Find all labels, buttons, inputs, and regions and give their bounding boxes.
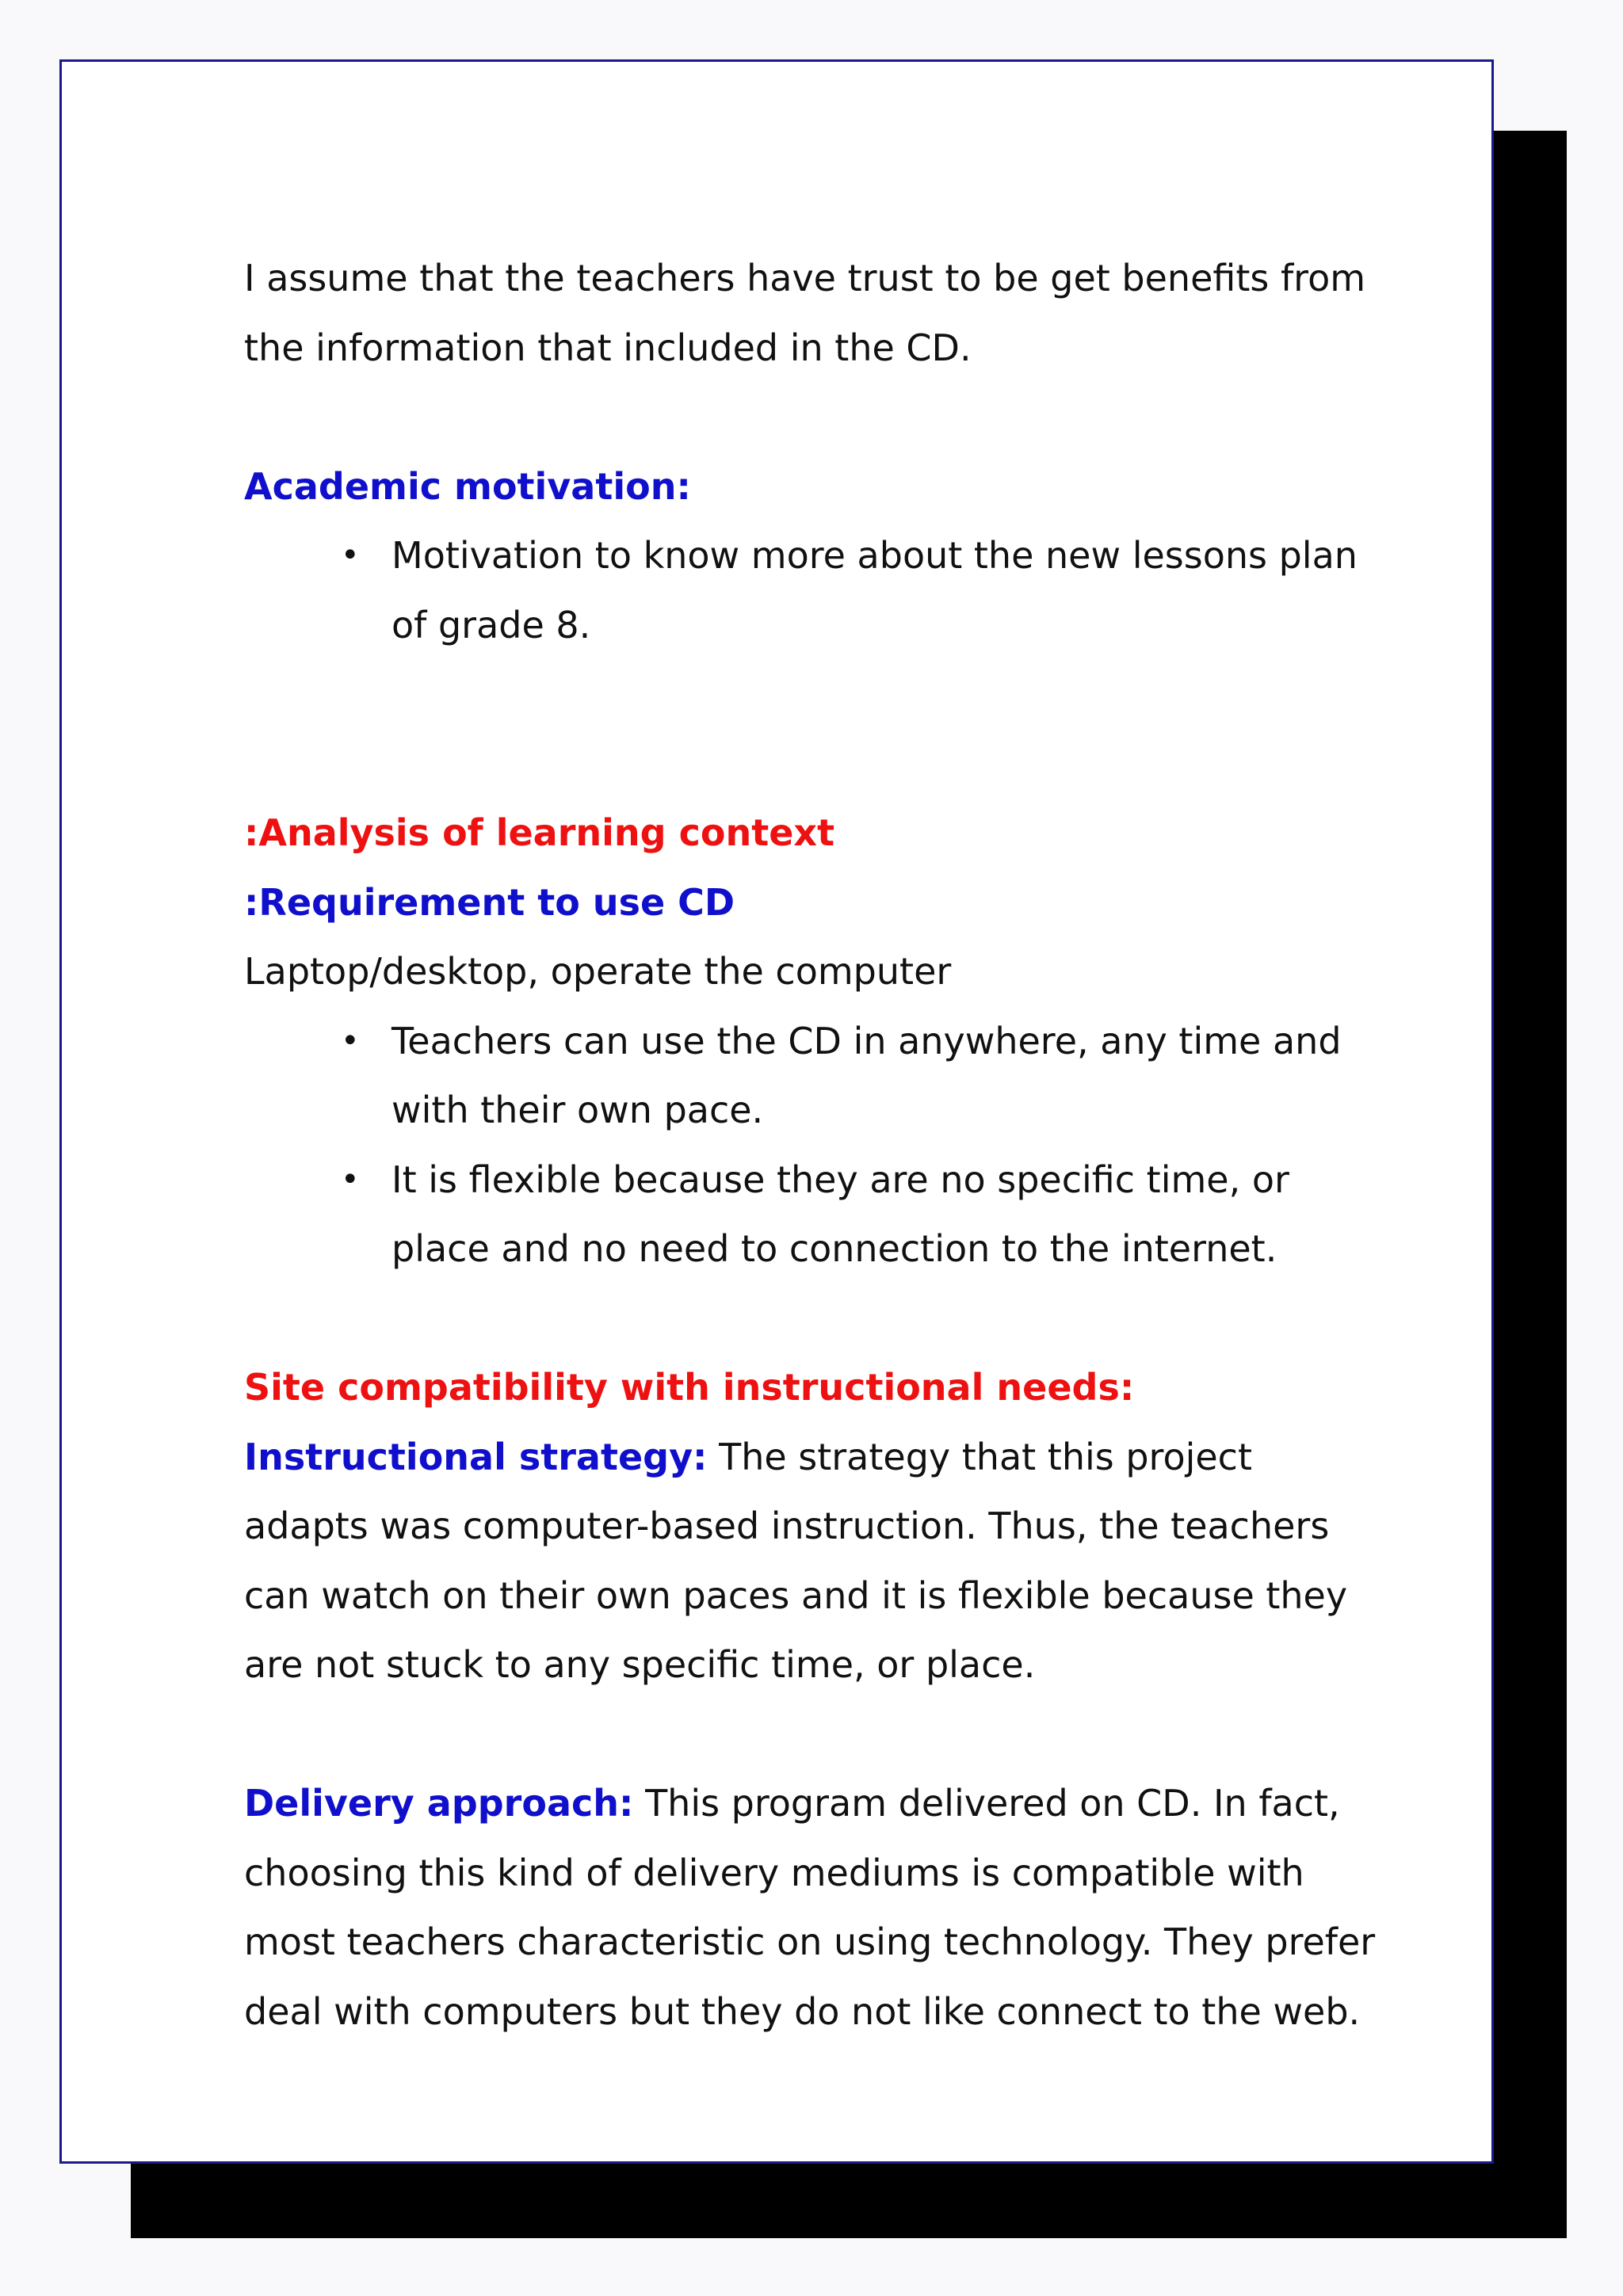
academic-motivation-heading: Academic motivation: <box>244 464 691 508</box>
list-item-text: It is flexible because they are no specific time, or place and no need to connection to the internet. <box>391 1158 1289 1270</box>
list-item-text: Motivation to know more about the new lessons plan of grade 8. <box>391 534 1358 646</box>
requirement-text: Laptop/desktop, operate the computer <box>244 950 952 993</box>
list-item-text: Teachers can use the CD in anywhere, any time and with their own pace. <box>391 1019 1342 1131</box>
delivery-approach-paragraph <box>244 1769 1385 2046</box>
academic-motivation-list <box>244 521 1385 660</box>
document-page <box>59 59 1494 2164</box>
delivery-approach-label: Delivery approach: <box>244 1782 634 1825</box>
instructional-strategy-label: Instructional strategy: <box>244 1435 708 1478</box>
instructional-strategy-text: The strategy that this project adapts was computer-based instruction. Thus, the teachers can watch on their own paces and it is flexible because they are not stuck to any specific time, or place. <box>244 1435 1348 1686</box>
bullet-icon: • <box>341 1022 360 1059</box>
page-content <box>244 244 1385 2046</box>
delivery-approach-text: This program delivered on CD. In fact, choosing this kind of delivery mediums is compatible with most teachers characteristic on using technology. They prefer deal with computers but they do not like connect to the web. <box>244 1782 1376 2033</box>
learning-context-heading: :Analysis of learning context <box>244 811 835 854</box>
requirement-subheading: :Requirement to use CD <box>244 880 735 924</box>
spacer <box>244 383 1385 452</box>
spacer <box>244 1700 1385 1770</box>
list-item <box>244 1007 1385 1146</box>
requirement-list <box>244 1007 1385 1284</box>
list-item <box>244 1146 1385 1284</box>
site-compatibility-heading: Site compatibility with instructional needs: <box>244 1366 1135 1409</box>
spacer <box>244 660 1385 799</box>
instructional-strategy-paragraph <box>244 1423 1385 1700</box>
bullet-icon: • <box>341 1161 360 1198</box>
intro-paragraph: I assume that the teachers have trust to be get benefits from the information that included in the CD. <box>244 257 1366 369</box>
list-item <box>244 521 1385 660</box>
spacer <box>244 1284 1385 1354</box>
bullet-icon: • <box>341 537 360 574</box>
